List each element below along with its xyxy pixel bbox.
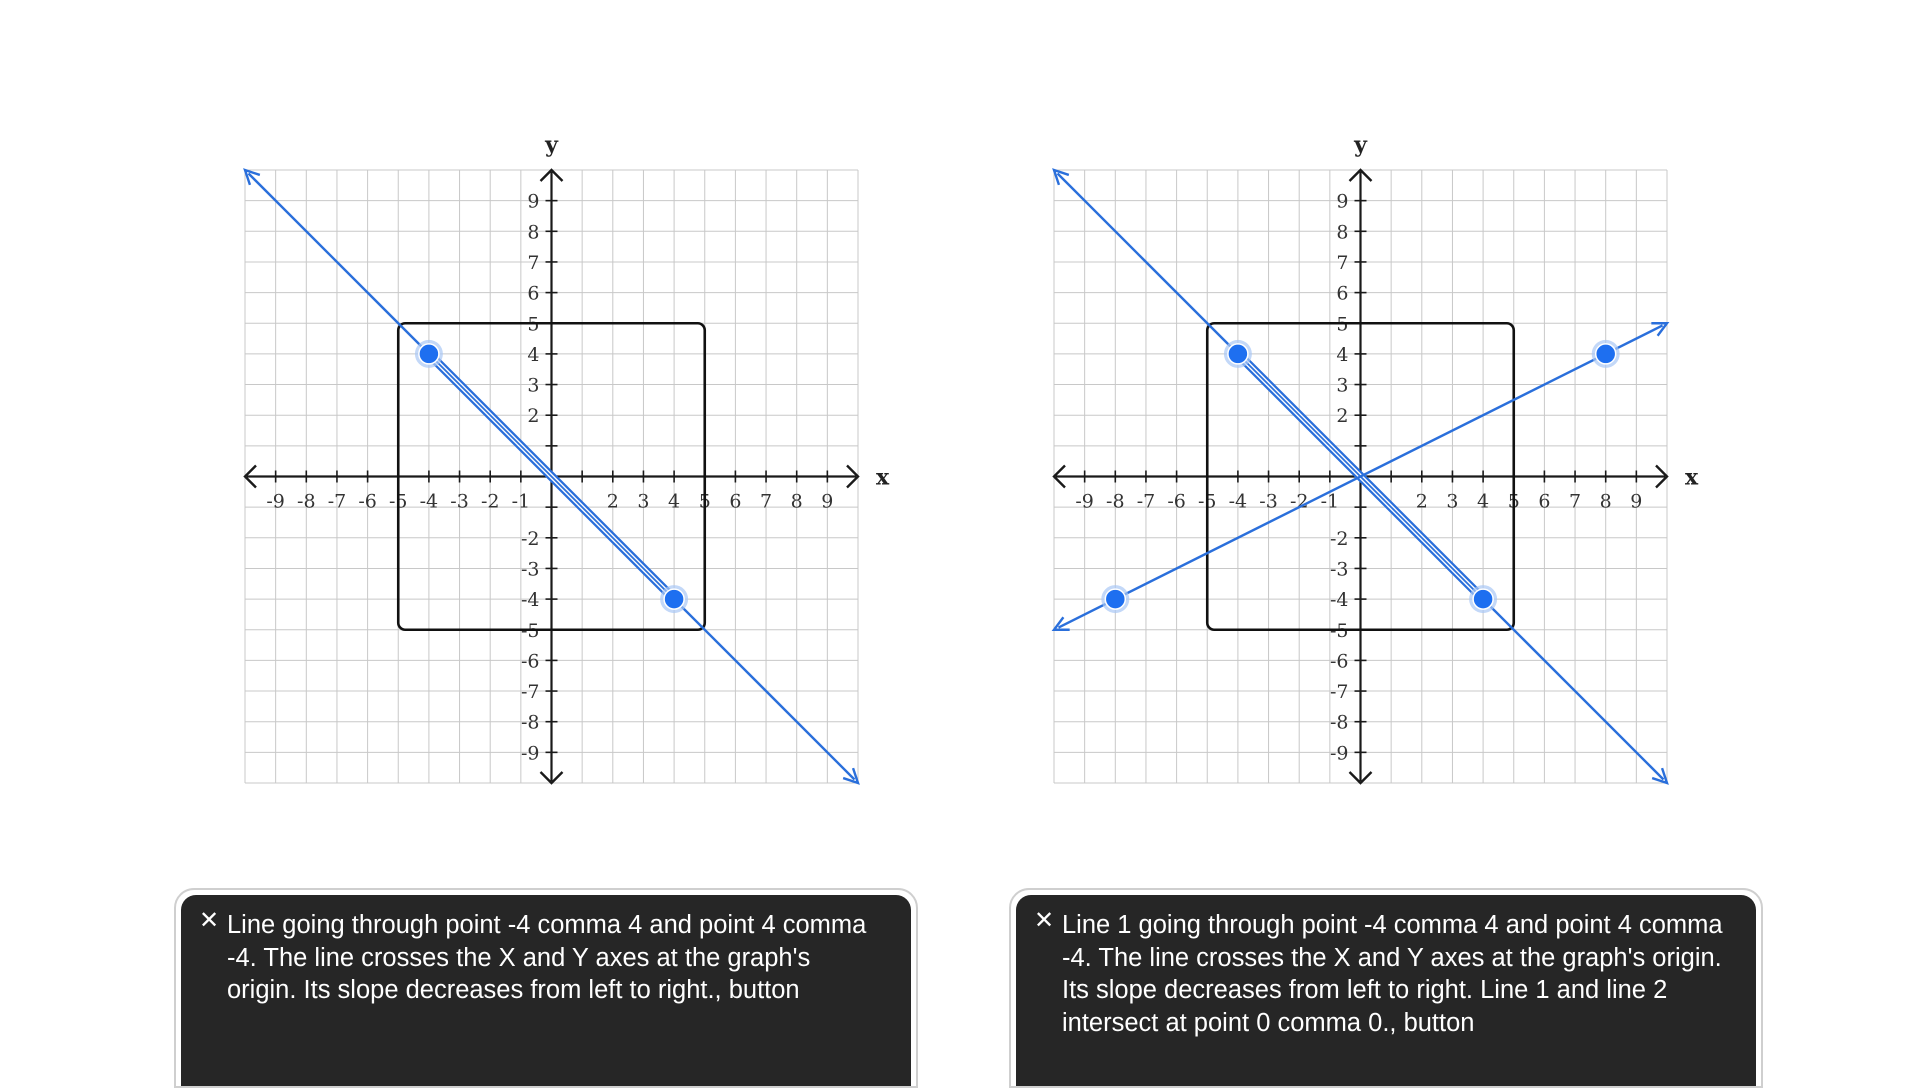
caption-button-left[interactable] <box>174 888 918 1088</box>
y-tick-label: -2 <box>520 527 540 550</box>
x-tick-label: 6 <box>1538 490 1551 513</box>
y-tick-label: -7 <box>520 681 540 704</box>
draggable-point[interactable] <box>1228 344 1248 364</box>
y-tick-label: 6 <box>1336 282 1349 305</box>
y-tick-label: -3 <box>1329 558 1349 581</box>
y-tick-label: 4 <box>1336 343 1349 366</box>
y-tick-label: -4 <box>1329 589 1349 612</box>
y-tick-label: 9 <box>527 190 540 213</box>
y-tick-label: 7 <box>1336 251 1349 274</box>
coordinate-graph-left[interactable] <box>178 0 938 820</box>
x-tick-label: 3 <box>637 490 650 513</box>
y-tick-label: -9 <box>1329 742 1349 765</box>
y-tick-label: 3 <box>527 374 540 397</box>
x-tick-label: -1 <box>511 490 531 513</box>
x-tick-label: -6 <box>358 490 377 513</box>
x-tick-label: 7 <box>760 490 773 513</box>
close-icon[interactable]: ✕ <box>199 906 220 934</box>
x-tick-label: -5 <box>388 490 408 513</box>
x-tick-label: -4 <box>419 490 439 513</box>
y-tick-label: 4 <box>527 343 540 366</box>
y-tick-label: -5 <box>1329 619 1349 642</box>
y-tick-label: 2 <box>1336 405 1349 428</box>
y-tick-label: 5 <box>527 313 540 336</box>
graph-panel-left <box>178 0 938 820</box>
x-tick-label: -9 <box>1075 490 1094 513</box>
x-tick-label: 9 <box>1630 490 1643 513</box>
x-tick-label: 5 <box>1507 490 1520 513</box>
y-tick-label: 5 <box>1336 313 1349 336</box>
y-tick-label: -8 <box>520 711 540 734</box>
x-tick-label: -8 <box>297 490 316 513</box>
x-tick-label: -3 <box>450 490 469 513</box>
y-tick-label: 7 <box>527 251 540 274</box>
x-tick-label: 7 <box>1569 490 1582 513</box>
x-tick-label: -5 <box>1197 490 1217 513</box>
x-tick-label: -2 <box>480 490 500 513</box>
y-axis-label: y <box>545 132 558 158</box>
draggable-point[interactable] <box>1473 589 1493 609</box>
x-tick-label: 9 <box>821 490 834 513</box>
x-tick-label: 4 <box>1477 490 1490 513</box>
y-tick-label: -3 <box>520 558 540 581</box>
x-tick-label: -6 <box>1167 490 1186 513</box>
caption-text: Line going through point -4 comma 4 and point 4 comma -4. The line crosses the X and Y axes at the graph's origin. Its slope decreases from left to right., button <box>227 911 867 1004</box>
y-tick-label: 2 <box>527 405 540 428</box>
x-tick-label: 6 <box>729 490 742 513</box>
x-tick-label: -7 <box>327 490 347 513</box>
y-tick-label: -7 <box>1329 681 1349 704</box>
x-tick-label: -4 <box>1228 490 1248 513</box>
coordinate-graph-right[interactable] <box>987 0 1747 820</box>
caption-panel[interactable] <box>1016 895 1756 1086</box>
draggable-point[interactable] <box>419 344 439 364</box>
y-tick-label: -6 <box>520 650 540 673</box>
y-tick-label: -9 <box>520 742 540 765</box>
close-icon[interactable]: ✕ <box>1034 906 1055 934</box>
y-tick-label: 9 <box>1336 190 1349 213</box>
y-tick-label: -8 <box>1329 711 1349 734</box>
x-tick-label: 4 <box>668 490 681 513</box>
x-tick-label: -9 <box>266 490 285 513</box>
x-tick-label: -8 <box>1106 490 1125 513</box>
x-tick-label: 2 <box>1415 490 1428 513</box>
draggable-point[interactable] <box>1105 589 1125 609</box>
x-axis-label: x <box>876 464 890 491</box>
y-axis-label: y <box>1354 132 1367 158</box>
y-tick-label: -5 <box>520 619 540 642</box>
y-tick-label: 8 <box>527 221 540 244</box>
caption-panel[interactable] <box>181 895 911 1086</box>
x-tick-label: -1 <box>1320 490 1340 513</box>
caption-text: Line 1 going through point -4 comma 4 and point 4 comma -4. The line crosses the X and Y axes at the graph's origin. Its slope decreases from left to right. Line 1 and line 2 intersect at point 0 comma 0., button <box>1062 911 1723 1037</box>
y-tick-label: 8 <box>1336 221 1349 244</box>
y-tick-label: -6 <box>1329 650 1349 673</box>
x-tick-label: -2 <box>1289 490 1309 513</box>
y-tick-label: 3 <box>1336 374 1349 397</box>
x-tick-label: 8 <box>1599 490 1612 513</box>
y-tick-label: -2 <box>1329 527 1349 550</box>
draggable-point[interactable] <box>1596 344 1616 364</box>
x-tick-label: -7 <box>1136 490 1156 513</box>
x-tick-label: 2 <box>606 490 619 513</box>
x-tick-label: -3 <box>1259 490 1278 513</box>
graph-panel-right <box>987 0 1747 820</box>
x-axis-label: x <box>1685 464 1699 491</box>
caption-button-right[interactable] <box>1009 888 1763 1088</box>
x-tick-label: 5 <box>698 490 711 513</box>
draggable-point[interactable] <box>664 589 684 609</box>
y-tick-label: 6 <box>527 282 540 305</box>
x-tick-label: 8 <box>790 490 803 513</box>
x-tick-label: 3 <box>1446 490 1459 513</box>
y-tick-label: -4 <box>520 589 540 612</box>
